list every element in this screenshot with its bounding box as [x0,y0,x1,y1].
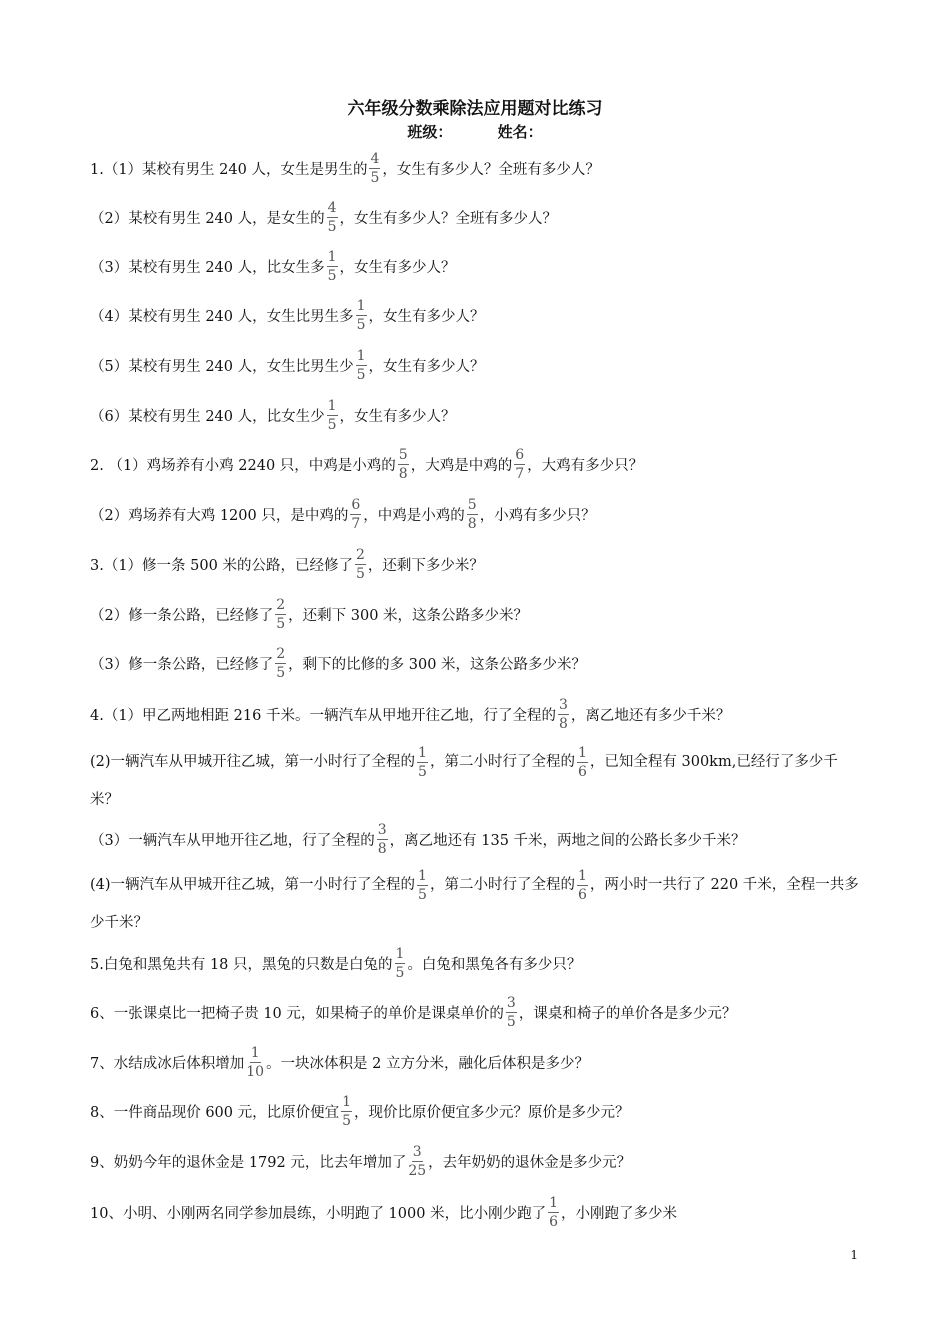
question-1-2 [90,195,862,239]
question-text: 4.（1）甲乙两地相距 216 千米。一辆汽车从甲地开往乙地，行了全程的 [90,707,556,724]
question-text: 1.（1）某校有男生 240 人，女生是男生的 [90,161,368,178]
question-1-4 [90,293,862,337]
fraction: $\frac{1}{5}$ [395,945,405,981]
question-text: ，课桌和椅子的单价各是多少元？ [518,1005,737,1022]
question-9 [90,1139,862,1183]
question-text: 8、一件商品现价 600 元，比原价便宜 [90,1104,340,1121]
question-text: 9、奶奶今年的退休金是 1792 元，比去年增加了 [90,1154,407,1171]
question-text: ，剩下的比修的多 300 米，这条公路多少米？ [288,656,587,673]
question-text: （2）修一条公路，已经修了 [90,607,274,624]
page-number: 1 [850,1248,858,1262]
question-text: ，第二小时行了全程的 [429,754,575,770]
fraction: $\frac{2}{5}$ [355,546,365,582]
question-text: （3）某校有男生 240 人，比女生多 [90,259,325,276]
question-10 [90,1190,862,1234]
question-3-3 [90,641,862,685]
fraction: $\frac{3}{8}$ [558,696,568,732]
question-text: ，已知全程有 300km,已经行了多少千米？ [90,754,838,808]
question-text: ，中鸡是小鸡的 [363,507,465,524]
fraction: $\frac{6}{7}$ [515,446,525,482]
question-1-1 [90,146,862,190]
question-text: ，两小时一共行了 220 千米，全程一共多少千米？ [90,877,859,931]
fraction: $\frac{1}{10}$ [246,1044,265,1080]
fraction: $\frac{5}{8}$ [467,496,477,532]
question-text: （3）一辆汽车从甲地开往乙地，行了全程的 [90,832,375,849]
question-7 [90,1040,862,1084]
question-4-3 [90,817,862,861]
question-text: 10、小明、小刚两名同学参加晨练，小明跑了 1000 米，比小刚少跑了 [90,1205,547,1222]
fraction: $\frac{1}{5}$ [356,297,366,333]
name-label: 姓名： [497,123,543,141]
question-text: ，女生有多少人？ [368,358,485,375]
question-6 [90,990,862,1034]
fraction: $\frac{3}{8}$ [377,821,387,857]
fraction: $\frac{1}{5}$ [356,347,366,383]
fraction: $\frac{6}{7}$ [351,496,361,532]
question-text: ，女生有多少人？ [339,408,456,425]
question-4-1 [90,692,862,736]
question-text: （4）某校有男生 240 人，女生比男生多 [90,308,354,325]
question-text: ，大鸡有多少只？ [527,457,644,474]
question-text: （5）某校有男生 240 人，女生比男生少 [90,358,354,375]
question-1-6 [90,393,862,437]
question-text: （6）某校有男生 240 人，比女生少 [90,408,325,425]
question-text: （3）修一条公路，已经修了 [90,656,274,673]
fraction: $\frac{2}{5}$ [276,596,286,632]
question-text: ，小鸡有多少只？ [479,507,596,524]
question-text: ，小刚跑了多少米 [561,1205,677,1222]
question-3-2 [90,592,862,636]
question-text: ，大鸡是中鸡的 [410,457,513,474]
fraction: $\frac{5}{8}$ [398,446,408,482]
fraction: $\frac{2}{5}$ [276,645,286,681]
question-text: ，离乙地还有 135 千米，两地之间的公路长多少千米？ [389,832,746,849]
question-1-3 [90,244,862,288]
question-text: (4)一辆汽车从甲城开往乙城，第一小时行了全程的 [90,877,416,893]
question-text: 2. （1）鸡场养有小鸡 2240 只，中鸡是小鸡的 [90,457,396,474]
question-4-4 [90,866,862,942]
question-text: 3.（1）修一条 500 米的公路，已经修了 [90,557,353,574]
question-text: （2）某校有男生 240 人，是女生的 [90,210,325,227]
fraction: $\frac{1}{5}$ [418,744,427,780]
question-2-2 [90,492,862,536]
question-text: ，第二小时行了全程的 [429,877,575,893]
question-text: ，女生有多少人？全班有多少人？ [339,210,558,227]
question-text: ，去年奶奶的退休金是多少元？ [428,1154,632,1171]
question-1-5 [90,343,862,387]
question-text: 。白兔和黑兔各有多少只？ [407,956,582,973]
question-4-2 [90,743,862,819]
question-8 [90,1089,862,1133]
question-text: 5.白兔和黑兔共有 18 只，黑兔的只数是白兔的 [90,956,393,973]
fraction: $\frac{1}{5}$ [418,867,427,903]
fraction: $\frac{4}{5}$ [370,150,380,186]
class-label: 班级： [407,123,453,141]
question-text: ，离乙地还有多少千米？ [570,707,731,724]
question-text: ，还剩下多少米？ [367,557,484,574]
fraction: $\frac{1}{5}$ [327,248,337,284]
fraction: $\frac{1}{6}$ [549,1194,558,1230]
question-text: ，女生有多少人？全班有多少人？ [382,161,600,178]
question-text: ，还剩下 300 米，这条公路多少米？ [288,607,529,624]
header-fields [0,121,950,142]
question-5 [90,941,862,985]
question-text: (2)一辆汽车从甲城开往乙城，第一小时行了全程的 [90,754,416,770]
question-text: ，女生有多少人？ [339,259,456,276]
question-2-1 [90,442,862,486]
fraction: $\frac{1}{6}$ [577,867,587,903]
fraction: $\frac{4}{5}$ [327,199,337,235]
question-text: 7、水结成冰后体积增加 [90,1055,245,1072]
question-text: （2）鸡场养有大鸡 1200 只，是中鸡的 [90,507,349,524]
fraction: $\frac{1}{5}$ [342,1093,352,1129]
question-text: ，女生有多少人？ [368,308,485,325]
fraction: $\frac{3}{25}$ [408,1143,427,1179]
question-3-1 [90,542,862,586]
page-title: 六年级分数乘除法应用题对比练习 [347,99,603,119]
question-text: 6、一张课桌比一把椅子贵 10 元，如果椅子的单价是课桌单价的 [90,1005,504,1022]
question-text: ，现价比原价便宜多少元？原价是多少元？ [354,1104,630,1121]
fraction: $\frac{1}{6}$ [577,744,587,780]
question-text: 。一块冰体积是 2 立方分米，融化后体积是多少？ [266,1055,590,1072]
fraction: $\frac{3}{5}$ [506,994,516,1030]
fraction: $\frac{1}{5}$ [327,397,337,433]
